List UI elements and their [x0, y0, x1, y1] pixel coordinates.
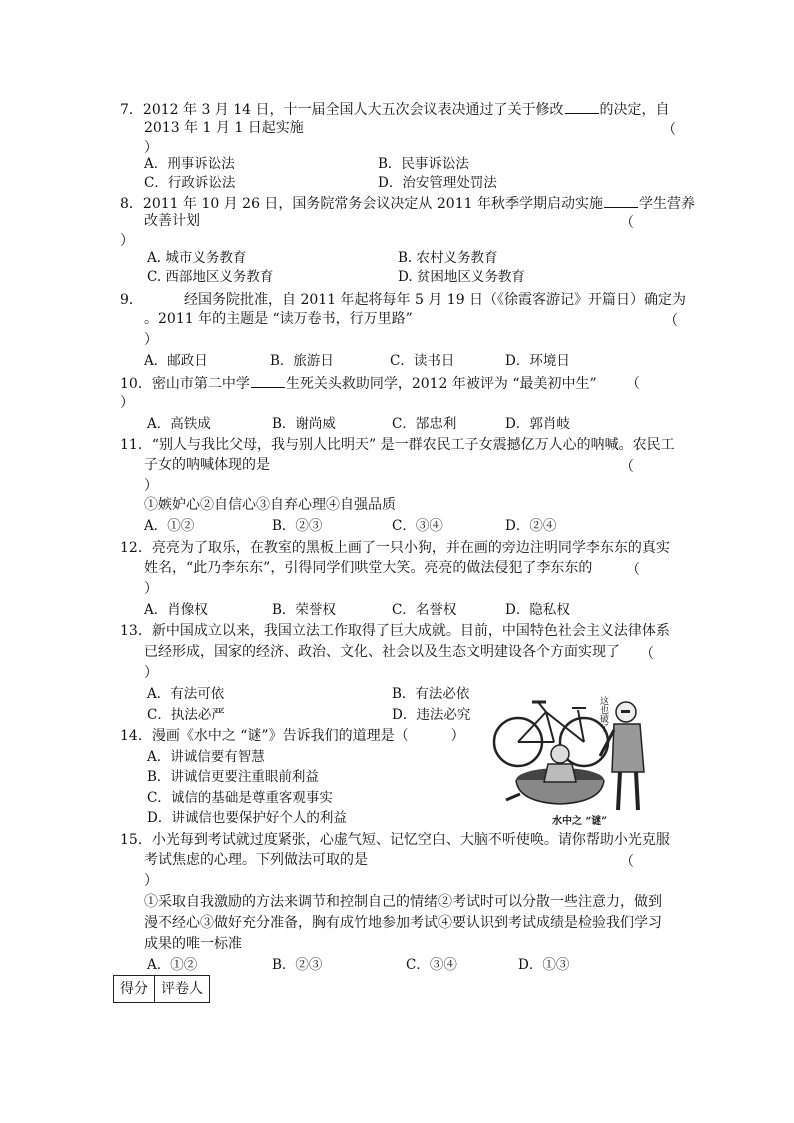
q10-option-b: B．谢尚威 [272, 416, 336, 432]
q9-paren-open: （ [664, 313, 678, 329]
q11-option-b: B．②③ [272, 518, 323, 534]
grader-cell: 评卷人 [155, 976, 210, 1003]
q15-choices-2: 漫不经心③做好充分准备，胸有成竹地参加考试④要认识到考试成绩是检验我们学习 [144, 915, 662, 931]
q12-option-a: A．肖像权 [144, 602, 208, 618]
q7-paren-close: ） [144, 140, 158, 156]
q10-option-c: C．郜忠利 [392, 416, 457, 432]
q8-line1: 8．2011 年 10 月 26 日，国务院常务会议决定从 2011 年秋季学期启动实施 学生营养 [120, 193, 695, 213]
q13-option-a: A．有法可依 [147, 686, 225, 702]
q8-paren-close: ） [120, 233, 134, 249]
score-cell: 得分 [114, 976, 155, 1003]
q9-line2: 。2011 年的主题是 “读万卷书，行万里路” [144, 311, 413, 327]
q15-option-c: C．③④ [406, 957, 457, 973]
q12-option-c: C．名誉权 [392, 602, 457, 618]
q10-option-d: D．郭肖岐 [505, 416, 570, 432]
q7-line1: 7．2012 年 3 月 14 日，十一届全国人大五次会议表决通过了关于修改 的决定，自 [120, 99, 670, 119]
q14-option-b: B．讲诚信更要注重眼前利益 [147, 769, 319, 785]
q10-line1: 10．密山市第二中学 生死关头救助同学，2012 年被评为 “最美初中生” [120, 373, 597, 393]
q14-option-a: A．讲诚信要有智慧 [147, 749, 265, 765]
q11-line2: 子女的呐喊体现的是 [144, 457, 270, 473]
q15-option-d: D．①③ [518, 957, 570, 973]
q13-paren-close: ） [144, 665, 158, 681]
q10-option-a: A．高铁成 [147, 416, 211, 432]
q10-paren-open: （ [626, 376, 640, 392]
q7-line2: 2013 年 1 月 1 日起实施 [144, 120, 304, 136]
q13-paren-open: （ [640, 646, 654, 662]
q9-paren-close: ） [144, 332, 158, 348]
q12-line1: 12．亮亮为了取乐，在教室的黑板上画了一只小狗，并在画的旁边注明同学李东东的真实 [120, 540, 670, 556]
q15-line2: 考试焦虑的心理。下列做法可取的是 [144, 852, 368, 868]
q8-option-d: D. 贫困地区义务教育 [398, 269, 525, 285]
score-table [113, 975, 210, 1003]
q12-paren-close: ） [144, 581, 158, 597]
q7-option-c: C．行政诉讼法 [144, 175, 236, 191]
q10-paren-close: ） [120, 395, 134, 411]
q15-option-a: A．①② [147, 957, 198, 973]
q8-option-a: A. 城市义务教育 [147, 250, 247, 266]
cartoon-drawing [488, 690, 664, 830]
cartoon-caption: 水中之 “谜” [552, 816, 607, 827]
q11-paren-open: （ [620, 459, 634, 475]
q13-option-c: C．执法必严 [147, 707, 225, 723]
q7-option-b: B．民事诉讼法 [378, 156, 469, 172]
cartoon-speech: 这也破了 [598, 696, 608, 732]
q8-paren-open: （ [620, 215, 634, 231]
q9-num: 9． [120, 292, 143, 308]
q9-line1: 经国务院批准，自 2011 年起将每年 5 月 19 日（《徐霞客游记》开篇日）确定为 [184, 292, 687, 308]
q15-choices-3: 成果的唯一标准 [144, 936, 242, 952]
q15-choices-1: ①采取自我激励的方法来调节和控制自己的情绪②考试时可以分散一些注意力，做到 [144, 894, 662, 910]
q7-option-a: A．刑事诉讼法 [144, 156, 235, 172]
answer-blank [251, 373, 285, 388]
cartoon-image [488, 690, 664, 830]
q15-line1: 15．小光每到考试就过度紧张，心虚气短、记忆空白、大脑不听使唤。请你帮助小光克服 [120, 832, 670, 848]
q7-paren-open: （ [662, 122, 676, 138]
q14-option-d: D．讲诚信也要保护好个人的利益 [147, 810, 347, 826]
q11-line1: 11．“别人与我比父母，我与别人比明天” 是一群农民工子女震撼亿万人心的呐喊。农民工 [120, 437, 675, 453]
q15-option-b: B．②③ [272, 957, 323, 973]
q13-line2: 已经形成，国家的经济、政治、文化、社会以及生态文明建设各个方面实现了 [144, 644, 620, 660]
q12-paren-open: （ [626, 562, 640, 578]
q8-option-c: C. 西部地区义务教育 [147, 269, 274, 285]
q14-option-c: C．诚信的基础是尊重客观事实 [147, 790, 333, 806]
q13-line1: 13．新中国成立以来，我国立法工作取得了巨大成就。目前，中国特色社会主义法律体系 [120, 623, 670, 639]
q11-option-d: D．②④ [505, 518, 557, 534]
q13-option-b: B．有法必依 [392, 686, 470, 702]
q9-option-a: A．邮政日 [144, 353, 208, 369]
q11-choices: ①嫉妒心②自信心③自弃心理④自强品质 [144, 497, 396, 513]
q15-paren-open: （ [620, 854, 634, 870]
q9-option-c: C．读书日 [390, 353, 455, 369]
q9-option-d: D．环境日 [505, 353, 570, 369]
answer-blank [604, 193, 638, 208]
q8-option-b: B. 农村义务教育 [398, 250, 498, 266]
q9-option-b: B．旅游日 [270, 353, 334, 369]
q14-line1: 14．漫画《水中之 “谜”》告诉我们的道理是（ ） [120, 728, 465, 744]
q11-paren-close: ） [144, 478, 158, 494]
q12-option-d: D．隐私权 [505, 602, 570, 618]
q11-option-c: C．③④ [392, 518, 443, 534]
q15-paren-close: ） [144, 873, 158, 889]
q12-line2: 姓名，“此乃李东东”，引得同学们哄堂大笑。亮亮的做法侵犯了李东东的 [144, 560, 593, 576]
q8-line2: 改善计划 [144, 213, 200, 229]
q11-option-a: A．①② [144, 518, 195, 534]
q12-option-b: B．荣誉权 [272, 602, 336, 618]
score-row [114, 976, 210, 1003]
answer-blank [565, 99, 599, 114]
q7-option-d: D．治安管理处罚法 [378, 175, 497, 191]
q13-option-d: D．违法必究 [392, 707, 471, 723]
